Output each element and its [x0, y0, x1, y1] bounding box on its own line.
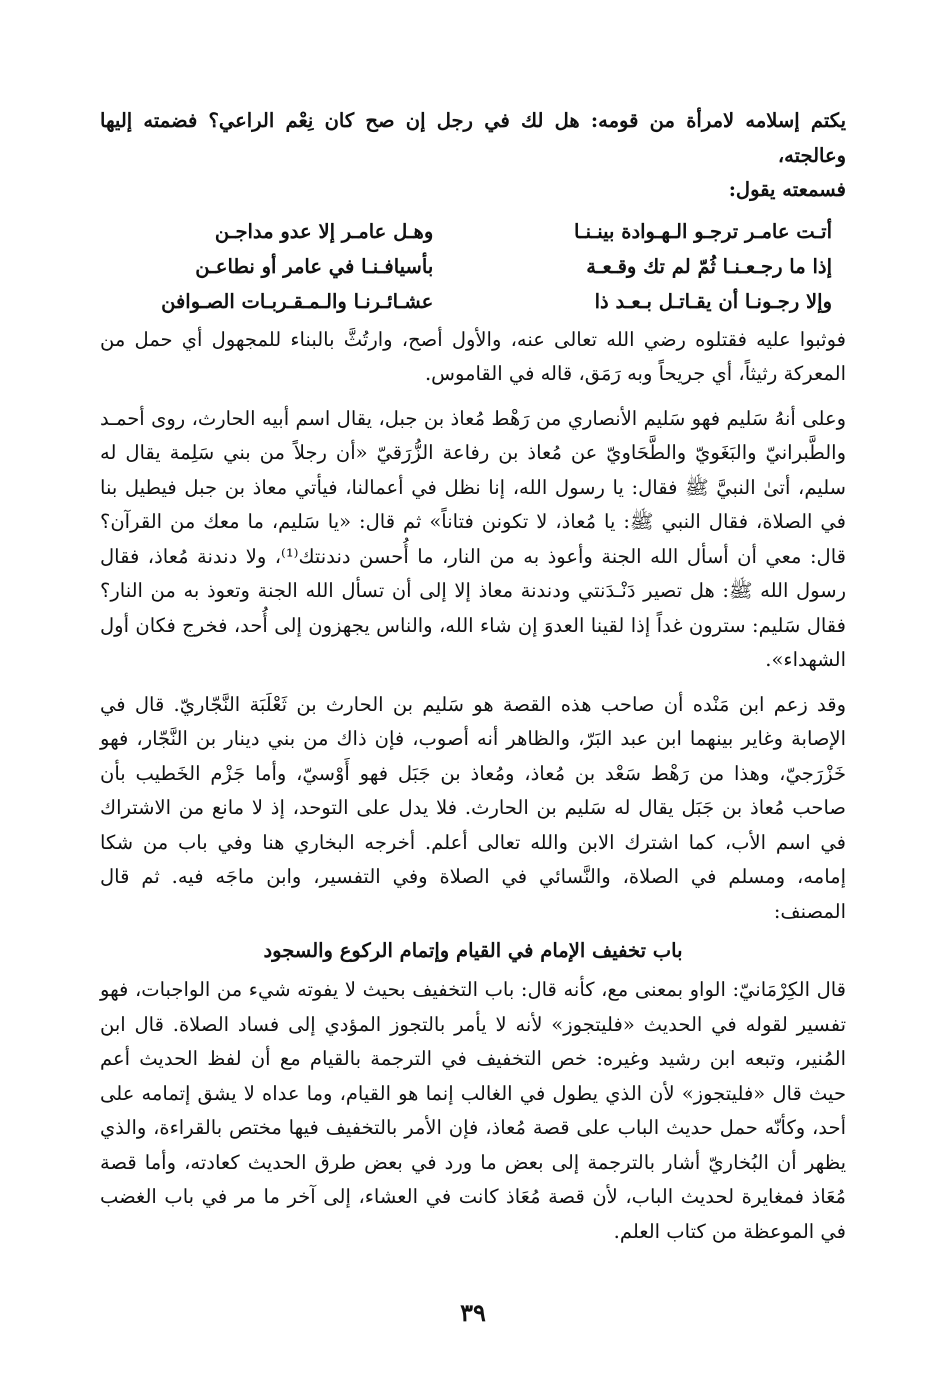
poem [100, 214, 846, 319]
verse-line [100, 249, 846, 284]
paragraph: فوثبوا عليه فقتلوه رضي الله تعالى عنه، والأول أصح، وارتُثَّ بالبناء للمجهول أي حمل من المعركة رثيثاً، أي جريحاً وبه رَمَق، قاله في القاموس. [100, 327, 846, 385]
verse-line [100, 284, 846, 319]
verse-second-hemistich: عشـائـرنـا والـمـقـربـات الصـوافن [161, 289, 434, 313]
paragraph: وقد زعم ابن مَنْده أن صاحب هذه القصة هو سَليم بن الحارث بن ثَعْلَبَة النَّجّاريّ. قال في الإصابة وغاير بينهما ابن عبد البَرّ، والظاهر أنه أصوب، فإن ذاك من بني دينار بن النَّجّار، فهو خَزْرَجيّ، وهذا من رَهْط سَعْد بن مُعاذ، ومُعاذ بن جَبَل فهو أَوْسيّ، وأما جَزْم الخَطيب بأن صاحب مُعاذ بن جَبَل يقال له سَليم بن الحارث. فلا يدل على التوحد، إذ لا مانع من الاشتراك في اسم الأب، كما اشترك الابن والله تعالى أعلم. أخرجه البخاري هنا وفي باب من شكا إمامه، ومسلم في الصلاة، والنَّسائي في الصلاة وفي التفسير، وابن ماجَه فيه. ثم قال المصنف: [100, 692, 846, 923]
verse-second-hemistich: وهـل عامـر إلا عدو مداجـن [214, 219, 434, 243]
verse-first-hemistich: أتـت عامـر ترجـو الـهـوادة بينـنـا [574, 219, 832, 243]
intro-line-2: فسمعته يقول: [728, 178, 846, 201]
intro-text [100, 104, 846, 208]
verse-first-hemistich: إذا ما رجـعـنـا ثُمّ لم تك وقـعـة [586, 254, 832, 278]
paragraph: قال الكِرْمَانيّ: الواو بمعنى مع، كأنه قال: باب التخفيف بحيث لا يفوته شيء من الواجبات، فهو تفسير لقوله في الحديث «فليتجوز» لأنه لا يأمر بالتجوز المؤدي إلى فساد الصلاة. قال ابن المُنير، وتبعه ابن رشيد وغيره: خص التخفيف في الترجمة بالقيام مع أن لفظ الحديث أعم حيث قال «فليتجوز» لأن الذي يطول في الغالب إنما هو القيام، وما عداه لا يشق إتمامه على أحد، وكأنّه حمل حديث الباب على قصة مُعاذ، فإن الأمر بالتخفيف فيها مختص بالقراءة، والذي يظهر أن البُخاريّ أشار بالترجمة إلى بعض ما ورد في بعض طرق الحديث كعادته، وأما قصة مُعَاذ فمغايرة لحديث الباب، لأن قصة مُعَاذ كانت في العشاء، إلى آخر ما مر في باب الغضب في الموعظة من كتاب العلم. [100, 978, 847, 1243]
page-number: ٣٩ [460, 1298, 486, 1327]
intro-line-1: يكتم إسلامه لامرأة من قومه: هل لك في رجل إن صح كان نِعْم الراعي؟ فضمته إليها وعالجته، [100, 109, 846, 167]
chapter-heading: باب تخفيف الإمام في القيام وإتمام الركوع والسجود [263, 939, 683, 962]
paragraph: وعلى أنهُ سَليم فهو سَليم الأنصاري من رَهْط مُعاذ بن جبل، يقال اسم أبيه الحارث، روى أحمـد والطَّبرانيّ والبَغَويّ والطَّحَاويّ عن مُعاذ بن رفاعة الزُّرَقيّ «أن رجلاً من بني سَلِمة يقال له سليم، أتىٰ النبيَّ ﷺ فقال: يا رسول الله، إنا نظل في أعمالنا، فيأتي معاذ بن جبل فيطيل بنا في الصلاة، فقال النبي ﷺ: يا مُعاذ، لا تكونن فتاناً» ثم قال: «يا سَليم، ما معك من القرآن؟ قال: معي أن أسأل الله الجنة وأعوذ به من النار، ما أُحسن دندنتك⁽¹⁾، ولا دندنة مُعاذ، فقال رسول الله ﷺ: هل تصير دَنْـدَنتي ودندنة معاذ إلا إلى أن تسأل الله الجنة وتعوذ به من النار؟ فقال سَليم: سترون غداً إذا لقينا العدوَ إن شاء الله، والناس يجهزون إلى أُحد، فخرج فكان أول الشهداء». [100, 406, 846, 671]
verse-first-hemistich: وإلا رجـونـا أن يقـاتـل بـعـد ذا [594, 289, 832, 313]
verse-line [100, 214, 846, 249]
verse-second-hemistich: بأسيافـنـا في عامر أو نطاعـن [195, 254, 434, 278]
